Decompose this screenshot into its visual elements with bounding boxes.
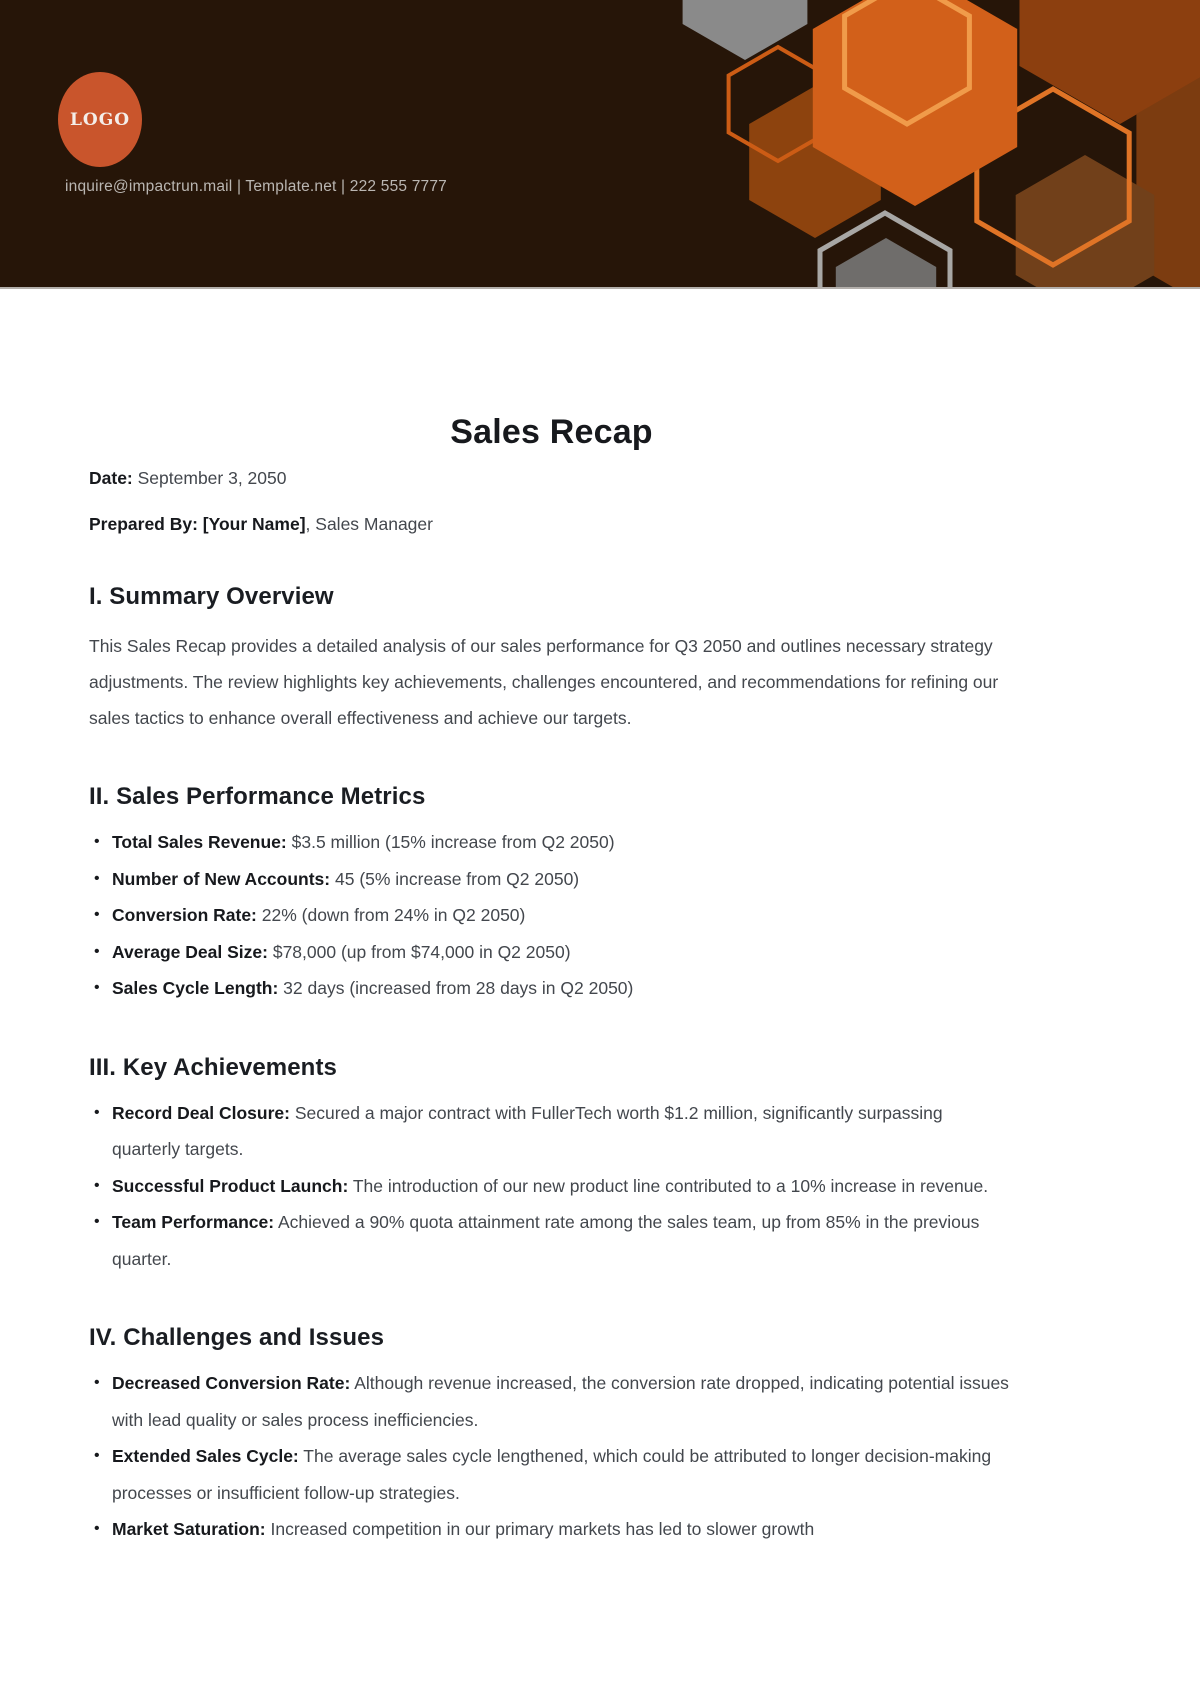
bullet-text: 32 days (increased from 28 days in Q2 2050) <box>278 978 634 998</box>
bullet-marker: • <box>94 1374 100 1391</box>
page-header <box>0 0 1200 289</box>
bullet-text: Increased competition in our primary markets has led to slower growth <box>265 1519 815 1539</box>
bullet-item <box>89 1168 1014 1205</box>
meta-value: , Sales Manager <box>305 514 433 534</box>
bullet-marker: • <box>94 979 100 996</box>
hexagon-shape <box>1016 155 1155 289</box>
bullet-text: Achieved a 90% quota attainment rate among the sales team, up from 85% in the previous quarter. <box>112 1212 980 1269</box>
doc-section <box>89 782 1014 1007</box>
bullet-marker: • <box>94 906 100 923</box>
bullet-label: Average Deal Size: <box>112 941 268 962</box>
document-body <box>89 289 1014 1548</box>
page-title: Sales Recap <box>450 413 653 451</box>
logo-text: LOGO <box>69 109 131 130</box>
bullet-text: $78,000 (up from $74,000 in Q2 2050) <box>267 941 571 962</box>
bullet-item <box>89 1511 1014 1548</box>
meta-line <box>89 466 1014 490</box>
bullet-marker: • <box>94 1520 100 1537</box>
bullet-marker: • <box>94 869 100 887</box>
section-paragraph: This Sales Recap provides a detailed analysis of our sales performance for Q3 2050 and outlines necessary strategy adjustments. The review highlights key achievements, challenges encountered, and recommendations for refining our sales tactics to enhance overall effectiveness and achieve our targets. <box>89 636 999 728</box>
contact-info: inquire@impactrun.mail | Template.net | 222 555 7777 <box>65 178 448 195</box>
bullet-label: Number of New Accounts: <box>112 868 331 889</box>
bullet-text: The average sales cycle lengthened, which could be attributed to longer decision-making processes or insufficient follow-up strategies. <box>112 1446 992 1503</box>
section-heading: II. Sales Performance Metrics <box>89 783 426 810</box>
bullet-marker: • <box>94 833 100 850</box>
section-heading: III. Key Achievements <box>89 1053 337 1081</box>
bullet-item <box>89 1438 1014 1511</box>
bullet-text: 45 (5% increase from Q2 2050) <box>330 868 580 889</box>
bullet-marker: • <box>94 1213 100 1230</box>
bullet-list <box>89 1365 1014 1548</box>
bullet-item <box>89 897 1014 934</box>
bullet-item <box>89 861 1014 898</box>
bullet-label: Decreased Conversion Rate: <box>112 1373 351 1393</box>
bullet-item <box>89 970 1014 1007</box>
doc-section <box>89 1053 1014 1278</box>
bullet-label: Conversion Rate: <box>112 905 257 925</box>
bullet-marker: • <box>94 1176 100 1194</box>
bullet-item <box>89 1365 1014 1438</box>
section-heading: IV. Challenges and Issues <box>89 1324 385 1351</box>
meta-label: Date: <box>89 468 133 488</box>
bullet-text: Although revenue increased, the conversion rate dropped, indicating potential issues with lead quality or sales process inefficiencies. <box>112 1373 1009 1430</box>
bullet-marker: • <box>94 942 100 960</box>
meta-line <box>89 512 1014 536</box>
bullet-item <box>89 824 1014 861</box>
bullet-text: The introduction of our new product line contributed to a 10% increase in revenue. <box>348 1175 989 1196</box>
doc-section <box>89 582 1014 736</box>
bullet-list <box>89 824 1014 1007</box>
logo <box>58 72 142 167</box>
meta-lines <box>89 466 1014 536</box>
bullet-label: Extended Sales Cycle: <box>112 1446 299 1466</box>
bullet-item <box>89 1095 1014 1168</box>
bullet-label: Team Performance: <box>112 1212 275 1232</box>
hexagon-shape <box>836 238 936 289</box>
hexagon-pattern <box>0 0 1200 289</box>
bullet-list <box>89 1095 1014 1278</box>
meta-label: Prepared By: [Your Name] <box>89 514 306 534</box>
meta-value: September 3, 2050 <box>132 468 287 488</box>
doc-section <box>89 1323 1014 1548</box>
bullet-text: 22% (down from 24% in Q2 2050) <box>256 905 526 925</box>
bullet-item <box>89 1204 1014 1277</box>
bullet-label: Total Sales Revenue: <box>112 832 287 852</box>
sections <box>89 582 1014 1548</box>
bullet-label: Market Saturation: <box>112 1519 266 1539</box>
bullet-marker: • <box>94 1103 100 1121</box>
bullet-label: Successful Product Launch: <box>112 1175 349 1196</box>
bullet-label: Sales Cycle Length: <box>112 978 279 998</box>
section-heading: I. Summary Overview <box>89 583 334 610</box>
bullet-marker: • <box>94 1447 100 1464</box>
bullet-text: $3.5 million (15% increase from Q2 2050) <box>286 832 615 852</box>
bullet-label: Record Deal Closure: <box>112 1102 290 1123</box>
bullet-item <box>89 934 1014 971</box>
bullet-text: Secured a major contract with FullerTech worth $1.2 million, significantly surpassing quarterly targets. <box>112 1102 943 1159</box>
